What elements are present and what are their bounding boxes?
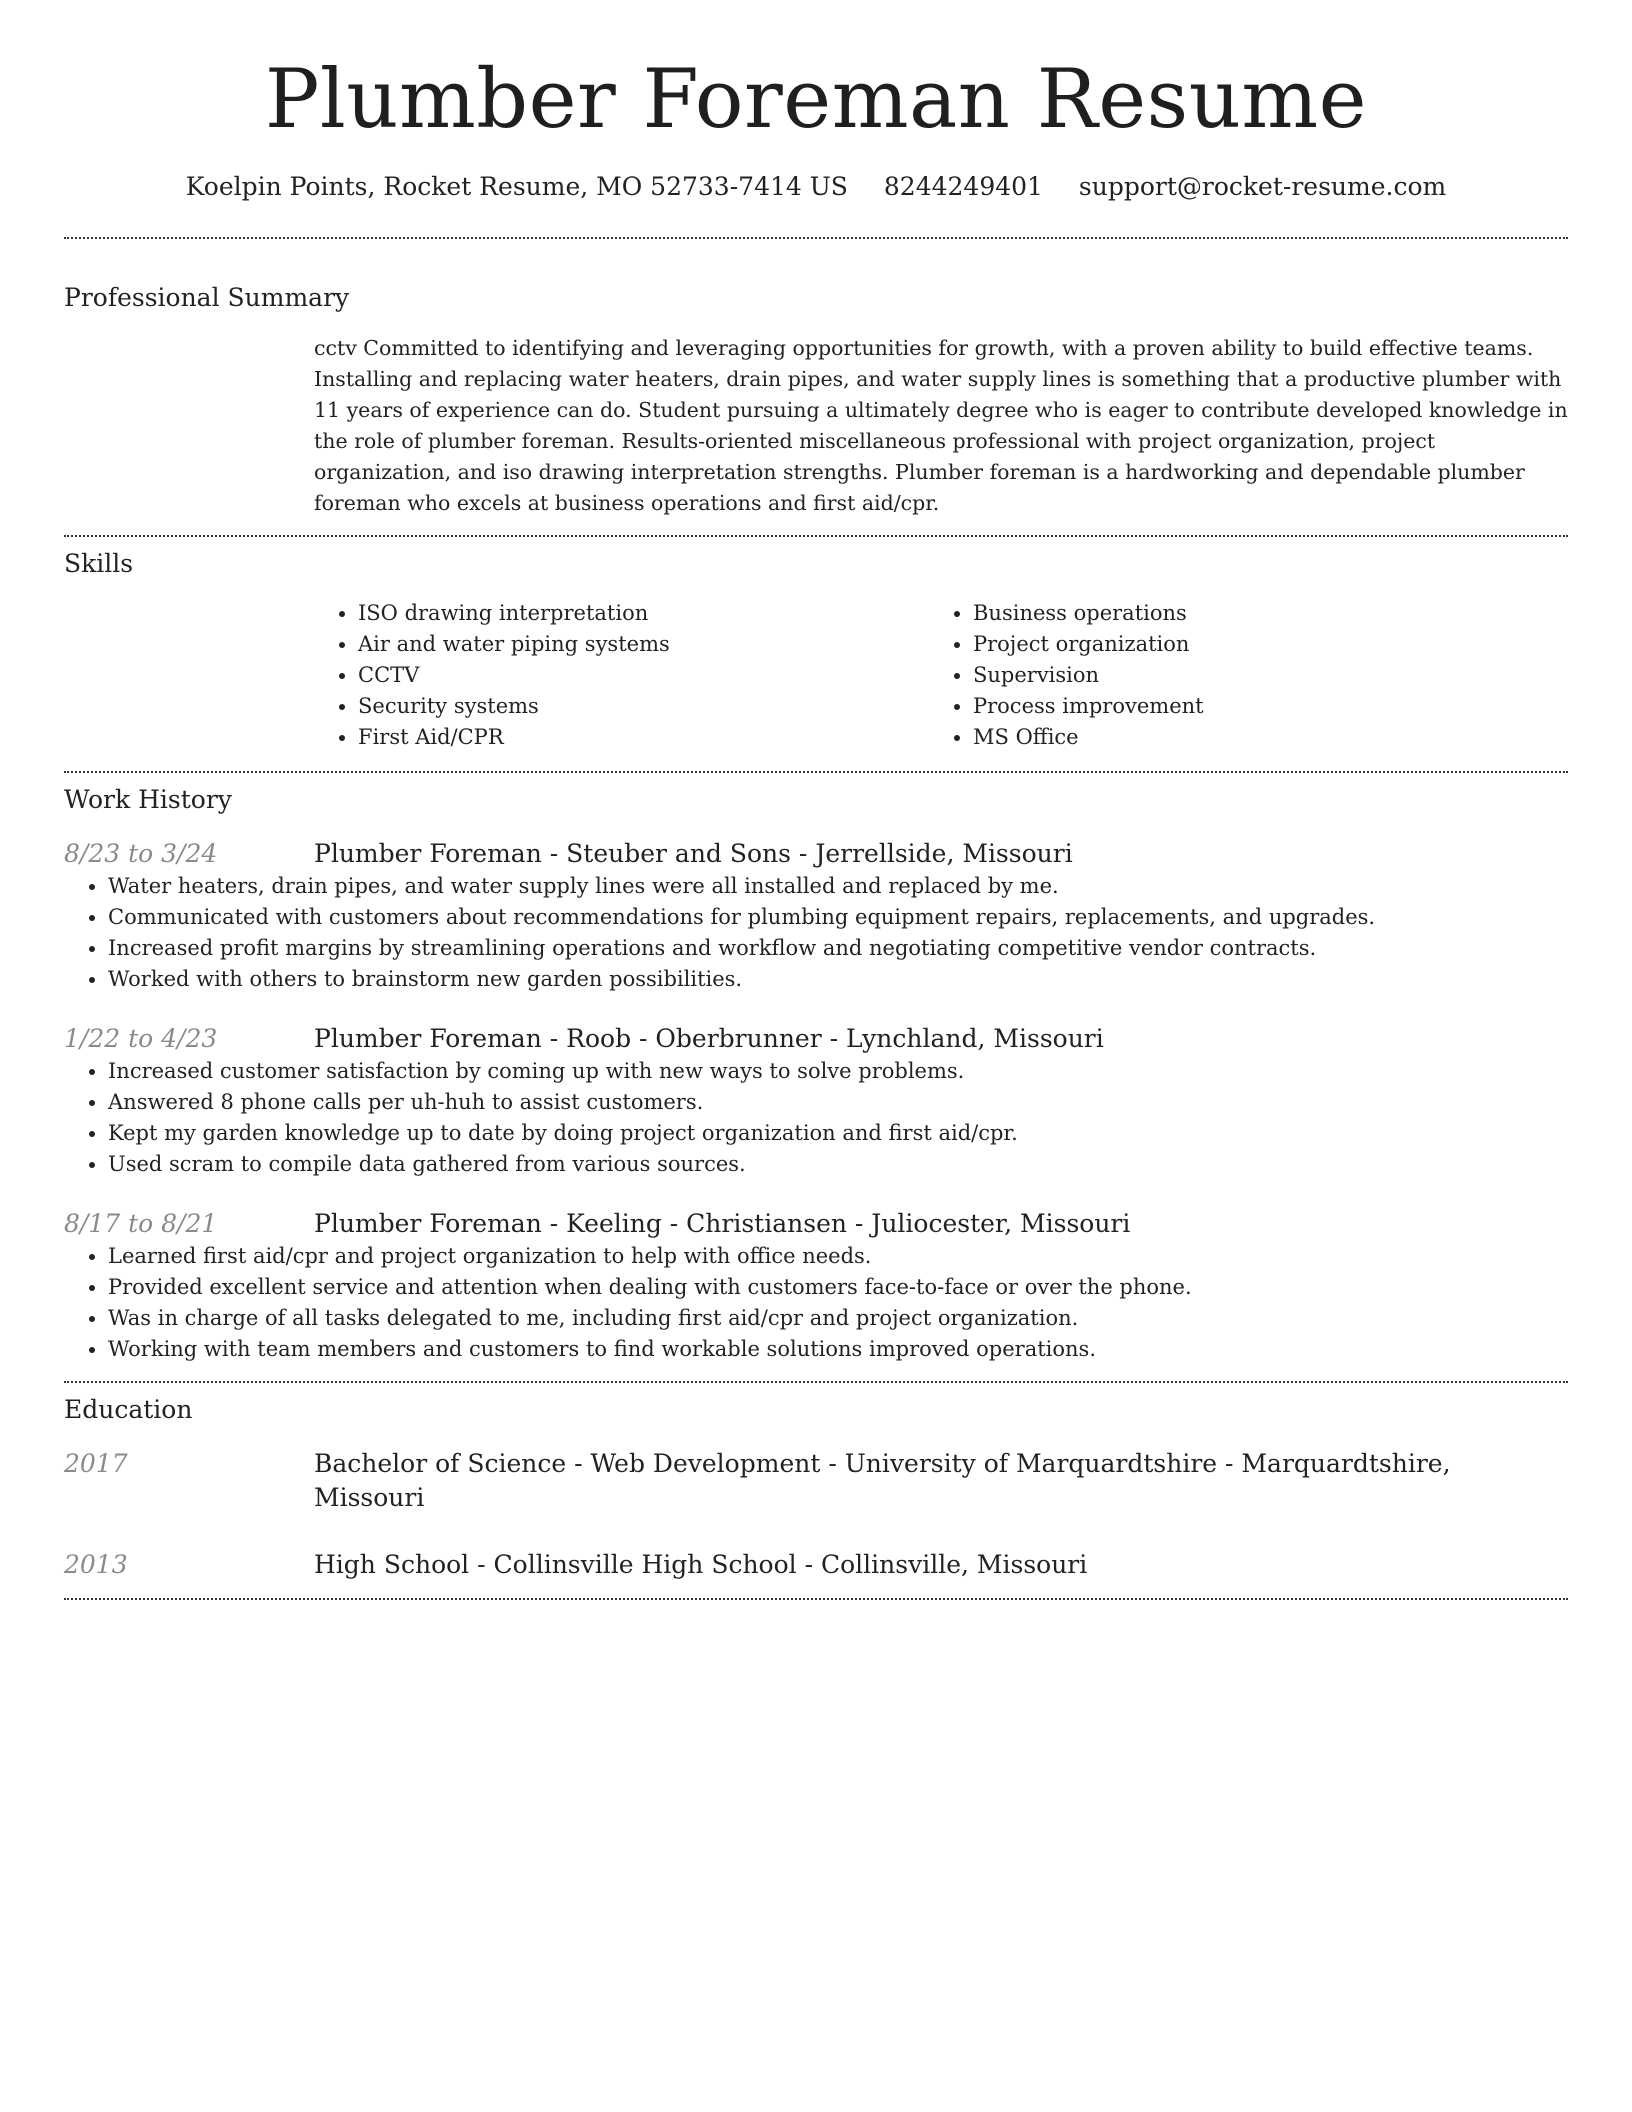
education-detail	[314, 1447, 1568, 1515]
section-divider	[64, 1381, 1568, 1383]
job-bullet: • Working with team members and customers to find workable solutions improved operations.	[108, 1334, 1568, 1365]
education-school: - Collinsville High School - Collinsville, Missouri	[469, 1550, 1088, 1579]
job-dates: 1/22 to 4/23	[64, 1024, 218, 1053]
job-entry	[64, 837, 1568, 871]
job-dates: 8/17 to 8/21	[64, 1209, 218, 1238]
contact-line	[0, 170, 1632, 204]
job-entry	[64, 1207, 1568, 1241]
job-bullet: • Used scram to compile data gathered from various sources.	[108, 1149, 1568, 1180]
job-bullet: • Increased profit margins by streamlining operations and workflow and negotiating competitive vendor contracts.	[108, 933, 1568, 964]
job-bullets	[64, 1241, 1568, 1365]
job-bullets	[64, 871, 1568, 995]
job-title: Plumber Foreman - Steuber and Sons - Jerrellside, Missouri	[314, 839, 1073, 868]
skill-item: • Project organization	[973, 629, 1568, 660]
education-entry	[64, 1447, 1568, 1515]
job-bullet: • Was in charge of all tasks delegated to me, including first aid/cpr and project organization.	[108, 1303, 1568, 1334]
skill-item: • Air and water piping systems	[358, 629, 929, 660]
job-bullets	[64, 1056, 1568, 1180]
summary-text: cctv Committed to identifying and leveraging opportunities for growth, with a proven ability to build effective teams. Installing and replacing water heaters, drain pipes, and water supply lines is something that a productive plumber with 11 years of experience can do. Student pursuing a ultimately degree who is eager to contribute developed knowledge in the role of plumber foreman. Results-oriented miscellaneous professional with project organization, project organization, and iso drawing interpretation strengths. Plumber foreman is a hardworking and dependable plumber foreman who excels at business operations and first aid/cpr.	[314, 336, 1568, 515]
job-dates: 8/23 to 3/24	[64, 839, 218, 868]
job-bullet: • Water heaters, drain pipes, and water supply lines were all installed and replaced by me.	[108, 871, 1568, 902]
education-school: - University of Marquardtshire - Marquardtshire, Missouri	[314, 1449, 1451, 1512]
section-divider	[64, 1598, 1568, 1600]
skills-heading: Skills	[64, 549, 134, 578]
skills-list-left	[314, 598, 929, 753]
job-bullet: • Worked with others to brainstorm new garden possibilities.	[108, 964, 1568, 995]
section-divider	[64, 237, 1568, 239]
education-year: 2017	[64, 1449, 128, 1478]
job-bullet: • Increased customer satisfaction by coming up with new ways to solve problems.	[108, 1056, 1568, 1087]
skill-item: • First Aid/CPR	[358, 722, 929, 753]
skill-item: • Supervision	[973, 660, 1568, 691]
job-bullet: • Communicated with customers about recommendations for plumbing equipment repairs, replacements, and upgrades.	[108, 902, 1568, 933]
job-title: Plumber Foreman - Roob - Oberbrunner - Lynchland, Missouri	[314, 1024, 1104, 1053]
education-entry	[64, 1548, 1568, 1582]
skill-item: • ISO drawing interpretation	[358, 598, 929, 629]
skill-item: • CCTV	[358, 660, 929, 691]
summary-section	[0, 281, 1632, 519]
job-bullet: • Answered 8 phone calls per uh-huh to assist customers.	[108, 1087, 1568, 1118]
skills-list-right	[929, 598, 1568, 753]
work-heading: Work History	[64, 785, 232, 814]
education-detail	[314, 1548, 1087, 1582]
resume-header	[0, 0, 1632, 204]
job-entry	[64, 1022, 1568, 1056]
work-section	[0, 783, 1632, 1365]
job-bullet: • Provided excellent service and attention when dealing with customers face-to-face or over the phone.	[108, 1272, 1568, 1303]
job-bullet: • Kept my garden knowledge up to date by doing project organization and first aid/cpr.	[108, 1118, 1568, 1149]
job-bullet: • Learned first aid/cpr and project organization to help with office needs.	[108, 1241, 1568, 1272]
skill-item: • Business operations	[973, 598, 1568, 629]
skill-item: • MS Office	[973, 722, 1568, 753]
contact-email: support@rocket-resume.com	[1078, 172, 1447, 201]
skills-grid	[314, 598, 1568, 753]
contact-address: Koelpin Points, Rocket Resume, MO 52733-7414 US	[185, 172, 848, 201]
resume-title: Plumber Foreman Resume	[264, 53, 1368, 147]
education-degree: Bachelor of Science - Web Development	[314, 1449, 821, 1478]
education-section	[0, 1393, 1632, 1582]
skill-item: • Security systems	[358, 691, 929, 722]
job-title: Plumber Foreman - Keeling - Christiansen - Juliocester, Missouri	[314, 1209, 1131, 1238]
skill-item: • Process improvement	[973, 691, 1568, 722]
section-divider	[64, 535, 1568, 537]
education-degree: High School	[314, 1550, 470, 1579]
skills-section	[0, 547, 1632, 753]
section-divider	[64, 771, 1568, 773]
education-heading: Education	[64, 1395, 193, 1424]
summary-heading: Professional Summary	[64, 283, 350, 312]
education-year: 2013	[64, 1550, 128, 1579]
contact-phone: 8244249401	[883, 172, 1043, 201]
